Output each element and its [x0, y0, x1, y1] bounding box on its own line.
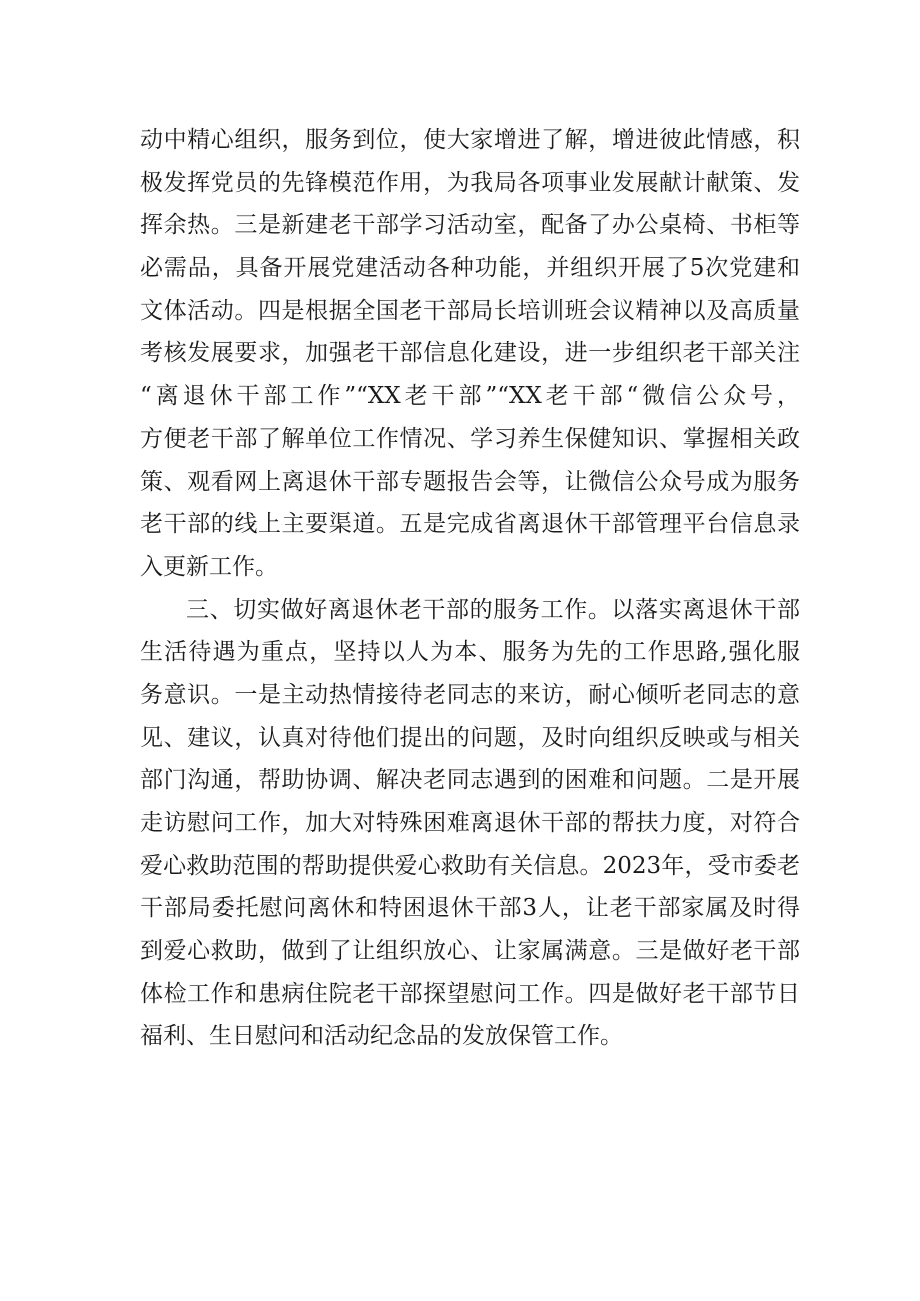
- body-line: 挥余热。三是新建老干部学习活动室，配备了办公桌椅、书柜等: [140, 212, 800, 239]
- paragraph-end-line: 福利、生日慰问和活动纪念品的发放保管工作。: [140, 1023, 623, 1050]
- document-body: [140, 119, 800, 1058]
- body-line: 考核发展要求，加强老干部信息化建设，进一步组织老干部关注: [140, 340, 800, 367]
- body-line: 必需品，具备开展党建活动各种功能，并组织开展了5次党建和: [140, 255, 800, 282]
- body-line: 部门沟通，帮助协调、解决老同志遇到的困难和问题。二是开展: [140, 767, 800, 794]
- body-line: 极发挥党员的先锋模范作用，为我局各项事业发展献计献策、发: [140, 169, 800, 196]
- body-line: 务意识。一是主动热情接待老同志的来访，耐心倾听老同志的意: [140, 681, 800, 708]
- body-line: 生活待遇为重点，坚持以人为本、服务为先的工作思路,强化服: [140, 639, 800, 666]
- section-heading-line: 三、切实做好离退休老干部的服务工作。以落实离退休干部: [186, 596, 800, 623]
- paragraph-end-line: 入更新工作。: [140, 553, 278, 580]
- body-line: 爱心救助范围的帮助提供爱心救助有关信息。2023年，受市委老: [140, 852, 800, 879]
- body-line: 干部局委托慰问离休和特困退休干部3人，让老干部家属及时得: [140, 895, 800, 922]
- body-line: 方便老干部了解单位工作情况、学习养生保健知识、掌握相关政: [140, 425, 800, 452]
- body-line: 见、建议，认真对待他们提出的问题，及时向组织反映或与相关: [140, 724, 800, 751]
- body-line: 到爱心救助，做到了让组织放心、让家属满意。三是做好老干部: [140, 938, 800, 965]
- body-line: 策、观看网上离退休干部专题报告会等，让微信公众号成为服务: [140, 468, 800, 495]
- body-line: “离退休干部工作”“XX老干部”“XX老干部“微信公众号，: [140, 383, 800, 410]
- body-line: 体检工作和患病住院老干部探望慰问工作。四是做好老干部节日: [140, 980, 800, 1007]
- body-line: 文体活动。四是根据全国老干部局长培训班会议精神以及高质量: [140, 297, 800, 324]
- body-line: 走访慰问工作，加大对特殊困难离退休干部的帮扶力度，对符合: [140, 810, 800, 836]
- body-line: 老干部的线上主要渠道。五是完成省离退休干部管理平台信息录: [140, 511, 800, 538]
- body-line: 动中精心组织，服务到位，使大家增进了解，增进彼此情感，积: [140, 127, 800, 153]
